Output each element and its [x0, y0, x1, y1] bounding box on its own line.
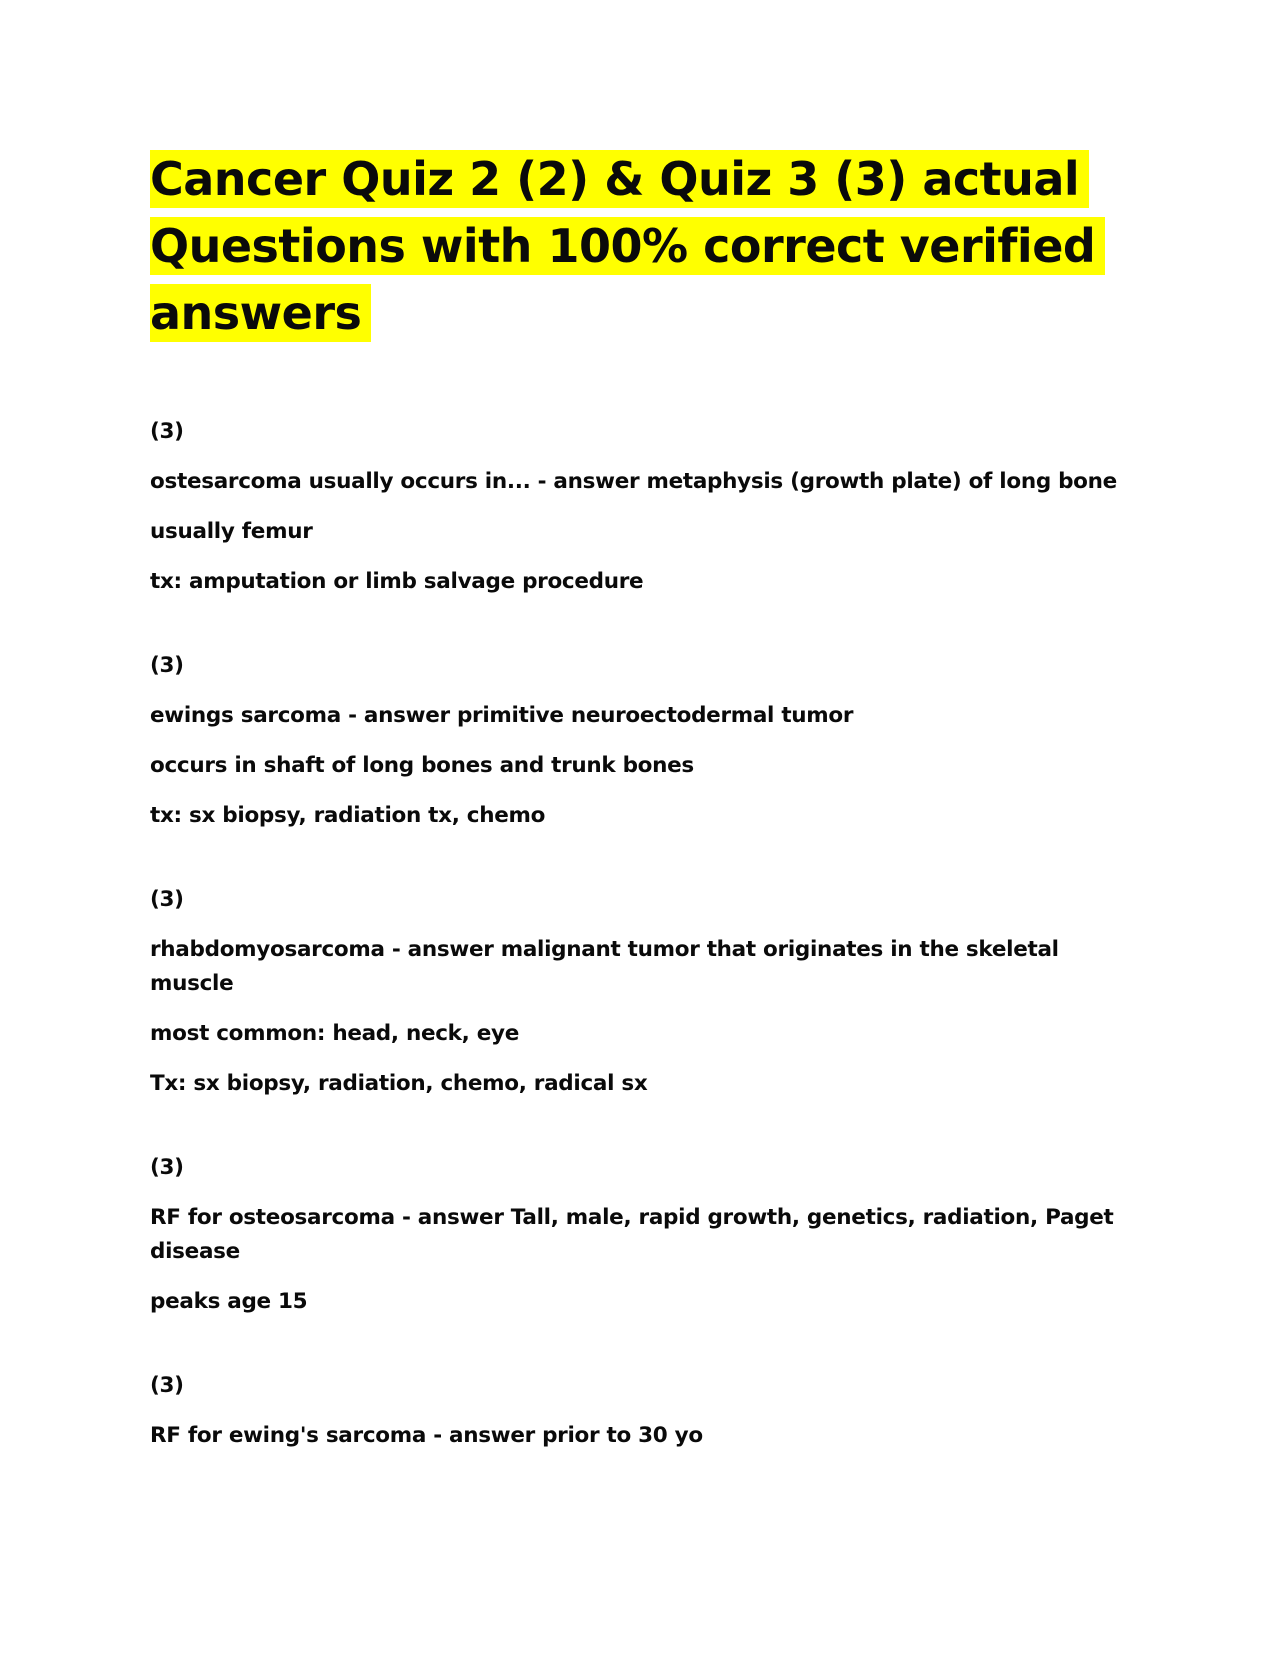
- qa-line: peaks age 15: [150, 1289, 308, 1314]
- qa-line: occurs in shaft of long bones and trunk bones: [150, 753, 694, 778]
- quiz-tag: (3): [150, 1155, 184, 1180]
- document-page: [150, 146, 1140, 1503]
- qa-line: RF for osteosarcoma - answer Tall, male, rapid growth, genetics, radiation, Paget disease: [150, 1205, 1114, 1264]
- qa-entry: [150, 1369, 1140, 1453]
- qa-line: tx: amputation or limb salvage procedure: [150, 569, 644, 594]
- qa-entry: [150, 883, 1140, 1101]
- qa-line: ewings sarcoma - answer primitive neuroectodermal tumor: [150, 703, 854, 728]
- qa-entry: [150, 649, 1140, 833]
- qa-line: rhabdomyosarcoma - answer malignant tumor that originates in the skeletal muscle: [150, 937, 1059, 996]
- qa-entry: [150, 415, 1140, 599]
- quiz-tag: (3): [150, 653, 184, 678]
- document-title: [150, 146, 1140, 347]
- qa-line: ostesarcoma usually occurs in... - answer metaphysis (growth plate) of long bone: [150, 469, 1117, 494]
- quiz-tag: (3): [150, 887, 184, 912]
- qa-list: [150, 415, 1140, 1453]
- qa-line: RF for ewing's sarcoma - answer prior to 30 yo: [150, 1423, 703, 1448]
- quiz-tag: (3): [150, 1373, 184, 1398]
- title-highlight: Cancer Quiz 2 (2) & Quiz 3 (3) actual Questions with 100% correct verified answers: [150, 150, 1105, 342]
- qa-line: tx: sx biopsy, radiation tx, chemo: [150, 803, 546, 828]
- qa-line: most common: head, neck, eye: [150, 1021, 520, 1046]
- qa-entry: [150, 1151, 1140, 1319]
- qa-line: Tx: sx biopsy, radiation, chemo, radical sx: [150, 1071, 648, 1096]
- quiz-tag: (3): [150, 419, 184, 444]
- qa-line: usually femur: [150, 519, 313, 544]
